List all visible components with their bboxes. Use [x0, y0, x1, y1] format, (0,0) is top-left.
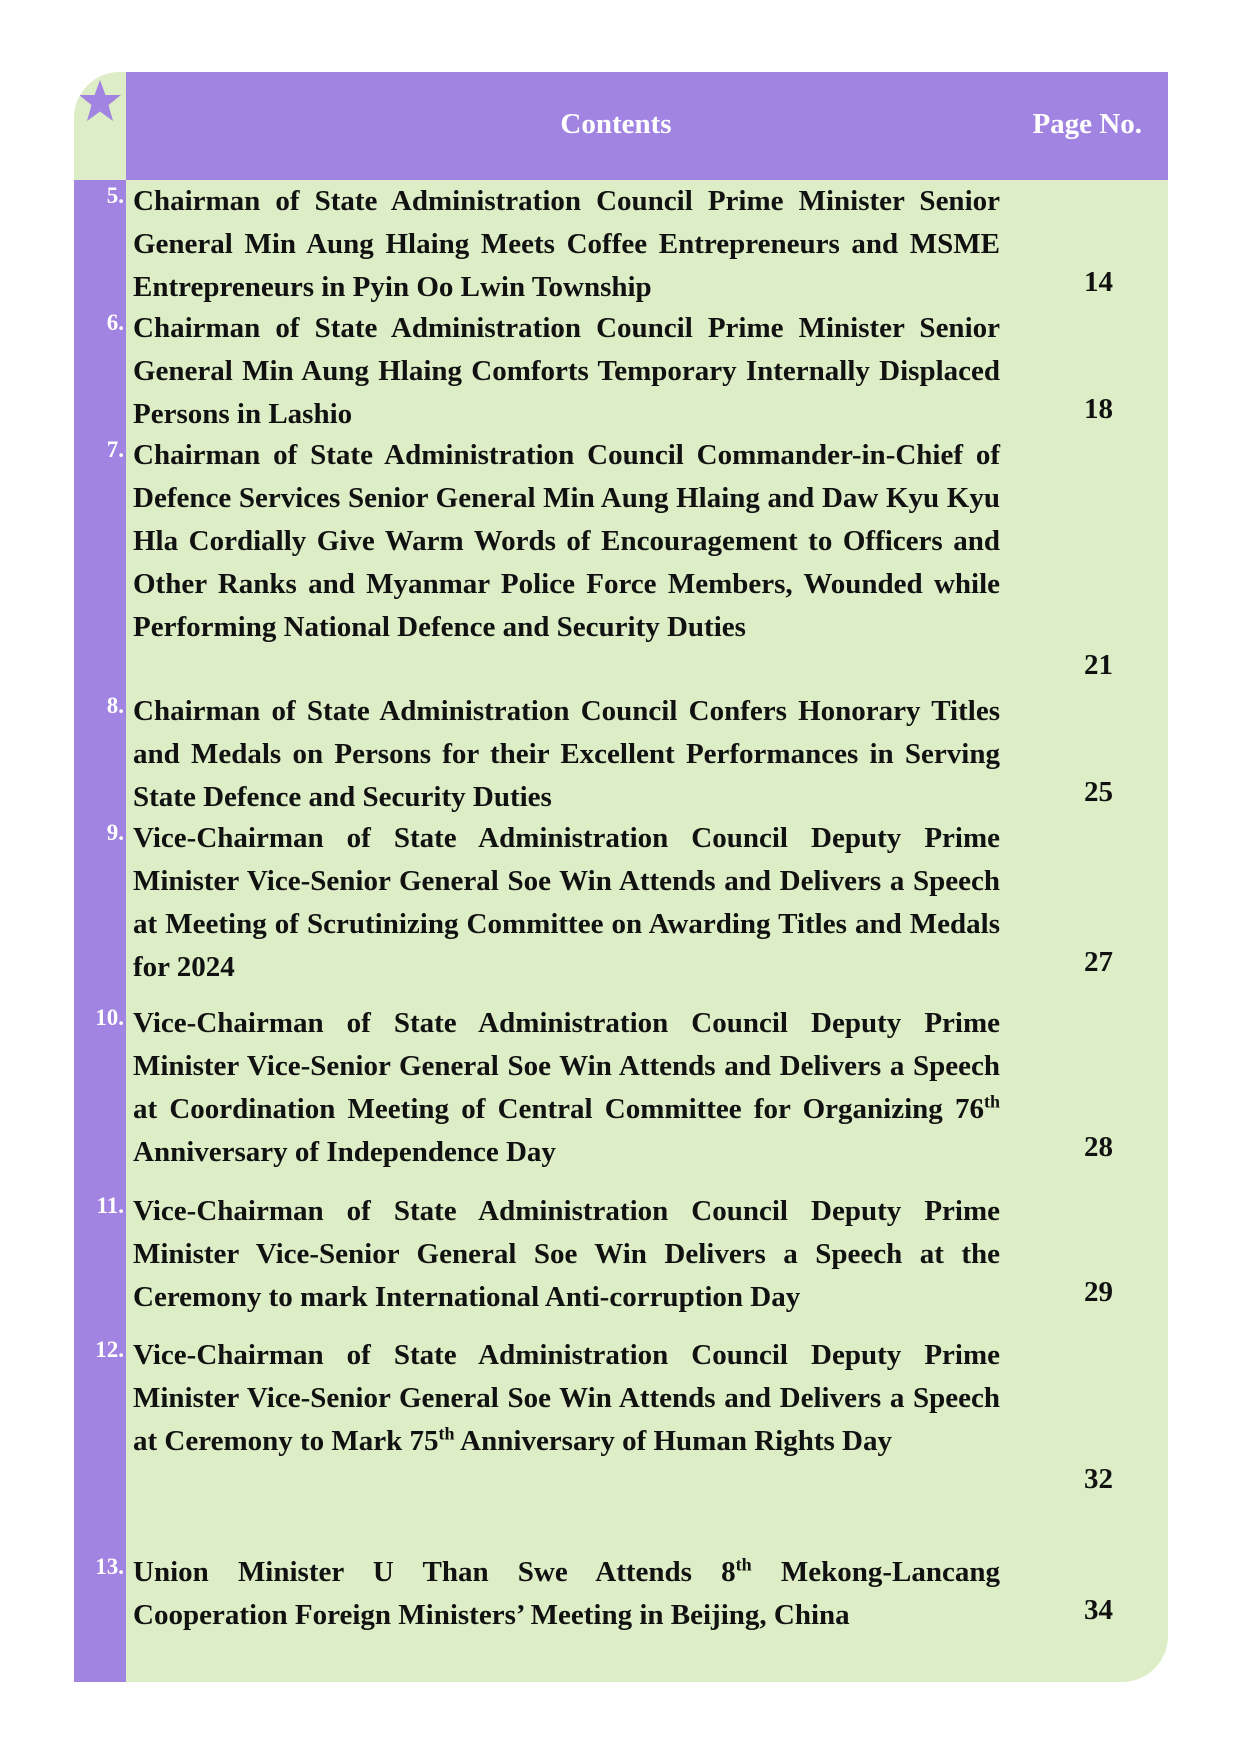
page-no-heading: Page No. [1032, 108, 1142, 140]
entry-title[interactable] [133, 1551, 1000, 1637]
star-icon [77, 78, 123, 124]
entry-number: 12. [95, 1337, 124, 1362]
entry-number: 6. [106, 310, 124, 335]
entry-number: 7. [106, 437, 124, 462]
entry-title[interactable]: Chairman of State Administration Council Confers Honorary Titles and Medals on Persons for their Excellent Performances in Serving State Defence and Security Duties [133, 695, 1000, 813]
entry-title-text: Union Minister U Than Swe Attends 8th Mekong-Lancang Cooperation Foreign Ministers’ Meeting in Beijing, China [133, 1554, 1000, 1631]
entry-title-text: Vice-Chairman of State Administration Council Deputy Prime Minister Vice-Senior General Soe Win Attends and Delivers a Speech at Ceremony to Mark 75th Anniversary of Human Rights Day [133, 1339, 1000, 1457]
entry-page-number: 34 [1084, 1594, 1113, 1626]
entry-number: 9. [106, 820, 124, 845]
entry-number: 13. [95, 1554, 124, 1579]
entry-number: 11. [96, 1193, 124, 1218]
entry-title-text: Vice-Chairman of State Administration Council Deputy Prime Minister Vice-Senior General Soe Win Attends and Delivers a Speech at Coordination Meeting of Central Committee for Organizing 76th Anniversary of Independence Day [133, 1007, 1000, 1168]
entry-page-number: 27 [1084, 946, 1113, 978]
entry-page-number: 21 [1084, 649, 1113, 681]
entry-title[interactable]: Vice-Chairman of State Administration Council Deputy Prime Minister Vice-Senior General Soe Win Delivers a Speech at the Ceremony to mark International Anti-corruption Day [133, 1195, 1000, 1313]
star-corner [74, 72, 126, 180]
entry-number: 10. [95, 1005, 124, 1030]
contents-table [74, 72, 1168, 1682]
number-column-bar [74, 180, 126, 1682]
entry-page-number: 18 [1084, 393, 1113, 425]
entry-title[interactable]: Chairman of State Administration Council Prime Minister Senior General Min Aung Hlaing Meets Coffee Entrepreneurs and MSME Entrepreneurs in Pyin Oo Lwin Township [133, 185, 1000, 303]
entry-number: 8. [106, 693, 124, 718]
entry-page-number: 32 [1084, 1463, 1113, 1495]
entry-page-number: 28 [1084, 1131, 1113, 1163]
entry-number: 5. [106, 183, 124, 208]
contents-heading: Contents [560, 108, 672, 140]
entry-page-number: 14 [1084, 266, 1113, 298]
entry-title[interactable]: Chairman of State Administration Council Commander-in-Chief of Defence Services Senior General Min Aung Hlaing and Daw Kyu Kyu Hla Cordially Give Warm Words of Encouragement to Officers and Other Ranks and Myanmar Police Force Members, Wounded while Performing National Defence and Security Duties [133, 439, 1000, 643]
entry-title[interactable] [133, 1334, 1000, 1463]
entry-title[interactable]: Vice-Chairman of State Administration Council Deputy Prime Minister Vice-Senior General Soe Win Attends and Delivers a Speech at Meeting of Scrutinizing Committee on Awarding Titles and Medals for 2024 [133, 822, 1000, 983]
entry-page-number: 25 [1084, 776, 1113, 808]
table-header [126, 72, 1168, 180]
entry-title[interactable] [133, 1002, 1000, 1174]
entry-page-number: 29 [1084, 1276, 1113, 1308]
entry-title[interactable]: Chairman of State Administration Council Prime Minister Senior General Min Aung Hlaing Comforts Temporary Internally Displaced Persons in Lashio [133, 312, 1000, 430]
